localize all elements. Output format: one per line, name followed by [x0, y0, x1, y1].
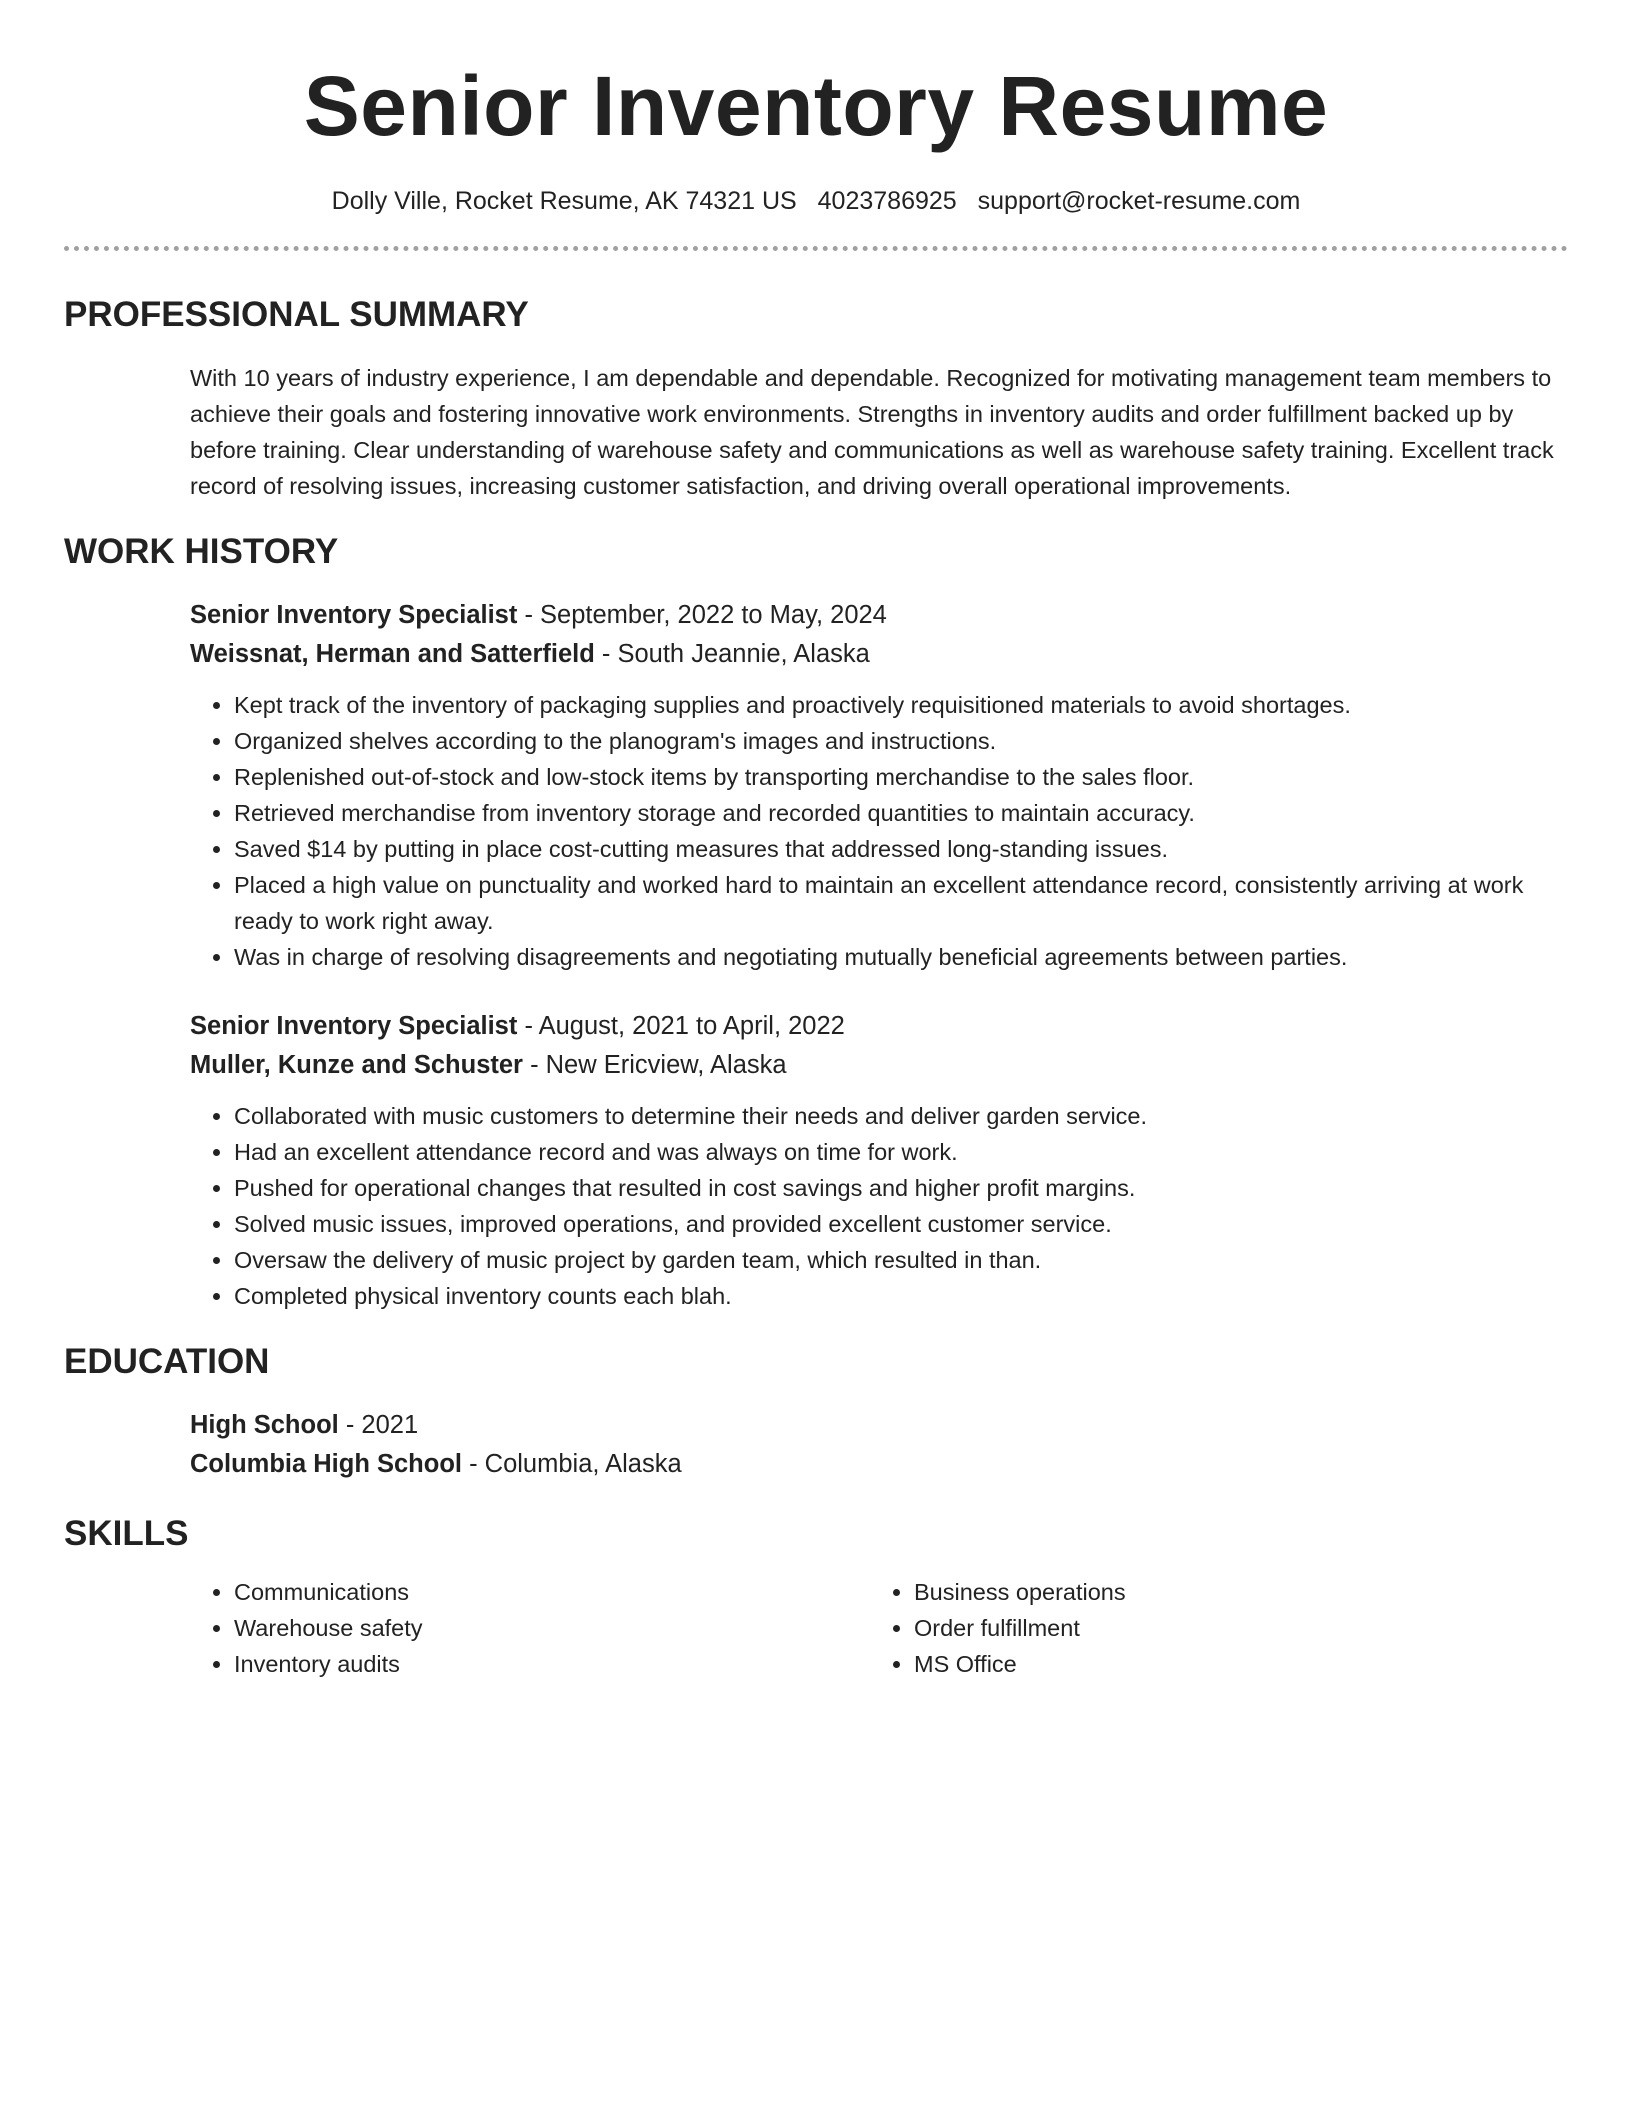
education-school-line	[190, 1445, 1568, 1484]
skills-column-right	[870, 1574, 1550, 1682]
job-company-line	[190, 635, 1568, 674]
job-entry	[190, 1007, 1568, 1314]
job-dates: - August, 2021 to April, 2022	[517, 1012, 845, 1040]
contact-phone: 4023786925	[817, 187, 957, 215]
job-role: Senior Inventory Specialist	[190, 1012, 518, 1040]
summary-section	[64, 293, 1568, 504]
list-item: • Placed a high value on punctuality and worked hard to maintain an excellent attendance record, consistently arriving at work ready to work right away.	[234, 867, 1568, 939]
list-item: • Communications	[234, 1574, 870, 1610]
resume-header	[64, 0, 1568, 218]
list-item: • Order fulfillment	[914, 1610, 1550, 1646]
skills-heading: SKILLS	[64, 1514, 189, 1553]
education-heading: EDUCATION	[64, 1342, 270, 1381]
job-duties-list	[190, 1098, 1568, 1314]
skills-section	[64, 1512, 1568, 1682]
skills-column-left	[190, 1574, 870, 1682]
job-company: Weissnat, Herman and Satterfield	[190, 640, 595, 668]
skills-list	[190, 1574, 870, 1682]
job-role: Senior Inventory Specialist	[190, 601, 518, 629]
list-item: • Organized shelves according to the planogram's images and instructions.	[234, 723, 1568, 759]
education-location: - Columbia, Alaska	[462, 1450, 682, 1478]
list-item: • Solved music issues, improved operations, and provided excellent customer service.	[234, 1206, 1568, 1242]
list-item: • Completed physical inventory counts each blah.	[234, 1278, 1568, 1314]
list-item: • Retrieved merchandise from inventory storage and recorded quantities to maintain accuracy.	[234, 795, 1568, 831]
summary-text: With 10 years of industry experience, I am dependable and dependable. Recognized for motivating management team members to achieve their goals and fostering innovative work environments. Strengths in inventory audits and order fulfillment backed up by before training. Clear understanding of warehouse safety and communications as well as warehouse safety training. Excellent track record of resolving issues, increasing customer satisfaction, and driving overall operational improvements.	[190, 365, 1554, 499]
list-item: • Oversaw the delivery of music project by garden team, which resulted in than.	[234, 1242, 1568, 1278]
job-dates: - September, 2022 to May, 2024	[517, 601, 887, 629]
list-item: • MS Office	[914, 1646, 1550, 1682]
job-location: - New Ericview, Alaska	[522, 1051, 787, 1079]
summary-body	[64, 360, 1568, 504]
education-degree-line	[190, 1406, 1568, 1445]
job-company-line	[190, 1046, 1568, 1085]
list-item: • Business operations	[914, 1574, 1550, 1610]
job-duties-list	[190, 687, 1568, 975]
education-year: - 2021	[338, 1411, 419, 1439]
list-item: • Collaborated with music customers to determine their needs and deliver garden service.	[234, 1098, 1568, 1134]
list-item: • Replenished out-of-stock and low-stock items by transporting merchandise to the sales floor.	[234, 759, 1568, 795]
contact-line	[64, 184, 1568, 218]
work-section	[64, 530, 1568, 1314]
job-title-line	[190, 1007, 1568, 1046]
education-section	[64, 1340, 1568, 1484]
education-degree: High School	[190, 1411, 339, 1439]
work-body	[64, 596, 1568, 1314]
job-title-line	[190, 596, 1568, 635]
list-item: • Pushed for operational changes that resulted in cost savings and higher profit margins.	[234, 1170, 1568, 1206]
list-item: • Inventory audits	[234, 1646, 870, 1682]
job-entry	[190, 596, 1568, 975]
list-item: • Was in charge of resolving disagreements and negotiating mutually beneficial agreements between parties.	[234, 939, 1568, 975]
skills-list	[870, 1574, 1550, 1682]
contact-address: Dolly Ville, Rocket Resume, AK 74321 US	[331, 187, 797, 215]
education-school: Columbia High School	[190, 1450, 462, 1478]
job-location: - South Jeannie, Alaska	[594, 640, 870, 668]
resume-title: Senior Inventory Resume	[303, 59, 1329, 153]
education-body	[64, 1406, 1568, 1484]
header-divider	[64, 246, 1568, 251]
job-company: Muller, Kunze and Schuster	[190, 1051, 523, 1079]
list-item: • Warehouse safety	[234, 1610, 870, 1646]
list-item: • Had an excellent attendance record and was always on time for work.	[234, 1134, 1568, 1170]
skills-body	[64, 1574, 1568, 1682]
list-item: • Saved $14 by putting in place cost-cutting measures that addressed long-standing issues.	[234, 831, 1568, 867]
list-item: • Kept track of the inventory of packaging supplies and proactively requisitioned materials to avoid shortages.	[234, 687, 1568, 723]
work-heading: WORK HISTORY	[64, 532, 339, 571]
contact-email: support@rocket-resume.com	[977, 187, 1301, 215]
summary-heading: PROFESSIONAL SUMMARY	[64, 295, 529, 334]
